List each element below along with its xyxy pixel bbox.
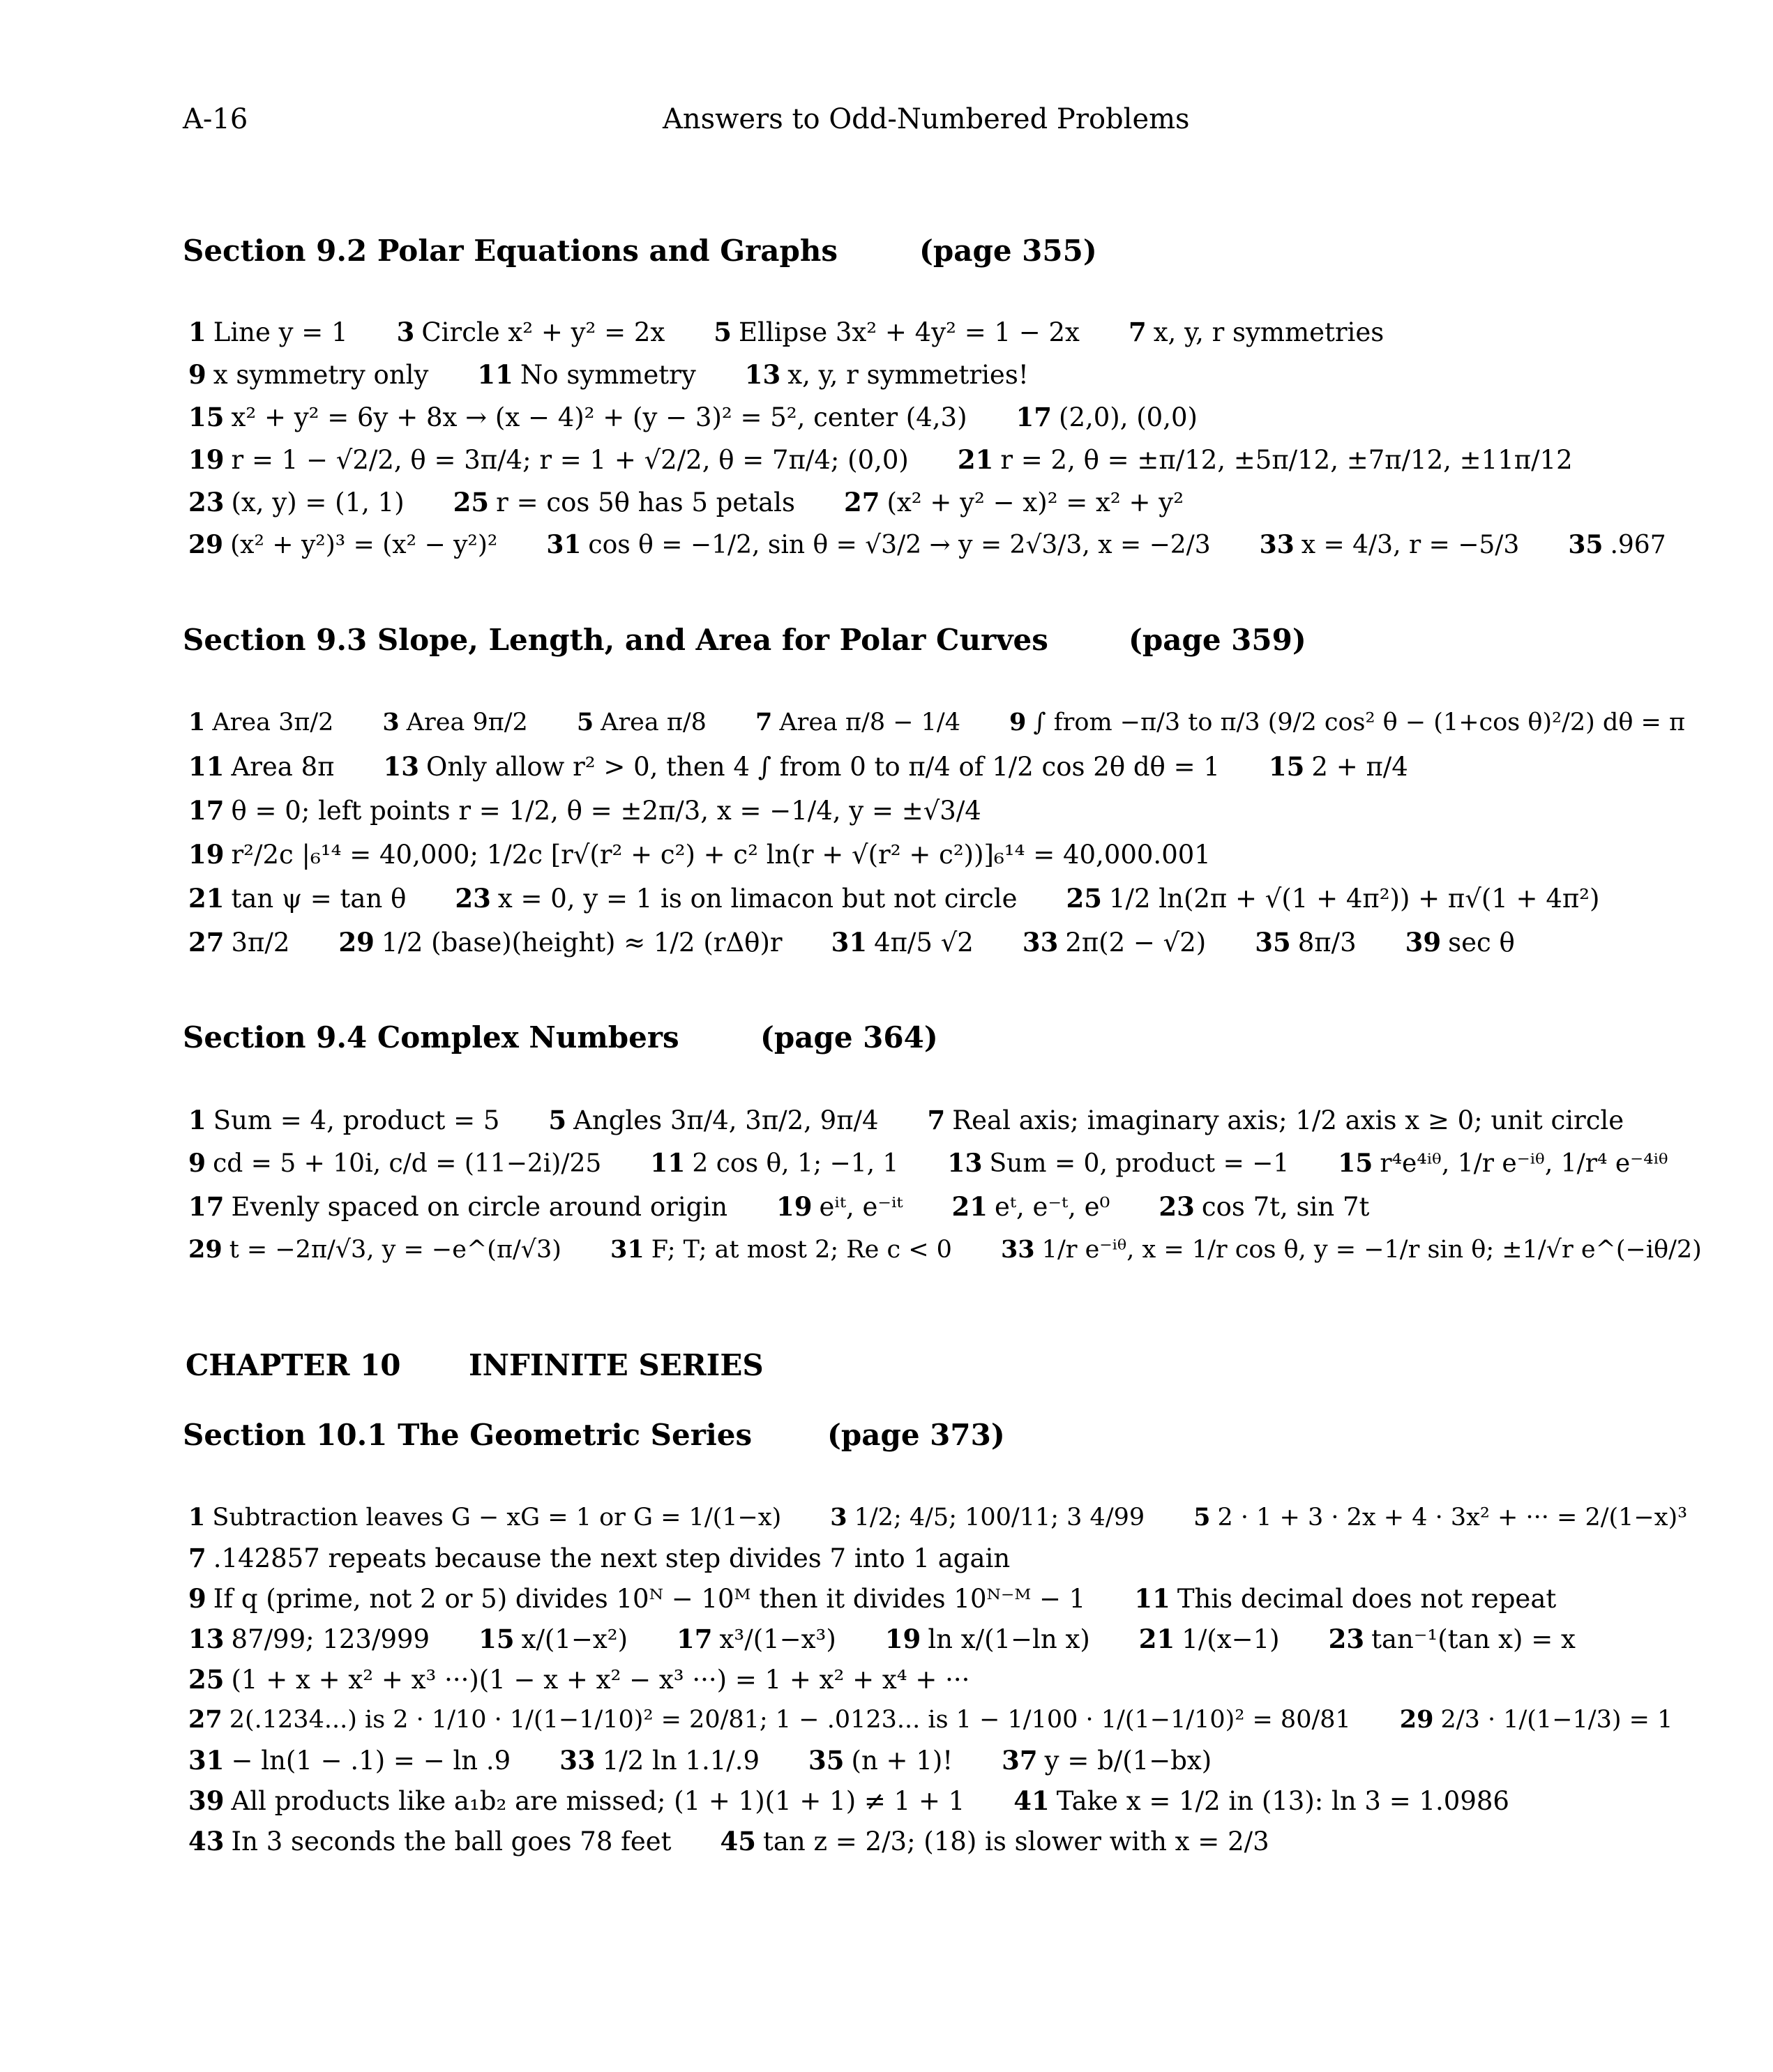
problem-number: 19 [188,839,225,870]
answer-text: eⁱᵗ, e⁻ⁱᵗ [819,1192,903,1222]
problem-number: 31 [831,927,868,958]
answer-text: r = 1 − √2/2, θ = 3π/4; r = 1 + √2/2, θ = 7π/4; (0,0) [231,445,909,475]
problem-number: 31 [188,1745,225,1776]
problem-number: 3 [830,1503,847,1532]
answer-item [188,795,981,826]
answer-item [1260,532,1520,558]
answer-item [188,487,405,517]
problem-number: 15 [1268,751,1305,782]
answer-item [610,1237,952,1262]
answer-text: 8π/3 [1297,928,1357,958]
answer-text: t = −2π/√3, y = −e^(π/√3) [229,1236,561,1264]
answer-text: r = 2, θ = ±π/12, ±5π/12, ±7π/12, ±11π/12 [1000,445,1573,475]
problem-number: 11 [1134,1583,1170,1614]
answer-line [188,1505,1736,1530]
problem-number: 11 [477,359,513,390]
problem-number: 17 [677,1624,713,1654]
answer-text: Circle x² + y² = 2x [421,317,665,347]
answer-item [382,710,527,735]
problem-number: 29 [188,1235,222,1264]
answer-line [188,1237,1751,1262]
problem-number: 9 [188,1149,206,1178]
chapter-label: CHAPTER 10 [186,1348,401,1382]
answer-text: .967 [1610,531,1666,559]
answer-line [188,1191,1418,1222]
answer-item [546,532,1210,558]
answer-item [188,1745,511,1776]
answer-text: ∫ from −π/3 to π/3 (9/2 cos² θ − (1+cos θ)²/2) dθ = π [1033,709,1685,736]
problem-number: 7 [188,1543,206,1573]
answer-line [188,751,1457,782]
answer-item [477,359,696,390]
answer-item [188,1826,672,1857]
answer-line [188,1707,1721,1732]
answer-item [951,1191,1110,1222]
answer-line [188,1785,1558,1816]
answer-item [188,1237,561,1262]
problem-number: 19 [884,1624,921,1654]
answer-item [843,487,1184,517]
answer-line [188,927,1564,958]
answer-text: Line y = 1 [213,317,348,347]
answer-text: 1/r e⁻ⁱᶿ, x = 1/r cos θ, y = −1/r sin θ; ±1/√r e^(−iθ/2) [1041,1236,1702,1264]
problem-number: 33 [1000,1235,1035,1264]
answer-text: tan ψ = tan θ [231,884,407,914]
problem-number: 5 [548,1105,567,1135]
answer-item [1022,927,1207,958]
answer-item [188,839,1211,870]
answer-line [188,883,1648,914]
problem-number: 15 [478,1624,515,1654]
answer-text: Real axis; imaginary axis; 1/2 axis x ≥ 0; unit circle [952,1105,1624,1135]
answer-item [714,319,1080,345]
answer-text: r⁴e⁴ⁱᶿ, 1/r e⁻ⁱᶿ, 1/r⁴ e⁻⁴ⁱᶿ [1380,1149,1668,1178]
answer-item [188,1505,781,1530]
problem-number: 17 [188,1191,225,1222]
problem-number: 25 [1066,883,1102,914]
answer-item [577,710,707,735]
problem-number: 29 [188,530,224,559]
answer-line [188,795,1030,826]
answer-text: Area 3π/2 [212,709,334,736]
answer-item [1268,751,1408,782]
answer-text: − ln(1 − .1) = − ln .9 [231,1746,511,1776]
answer-text: x, y, r symmetries [1153,317,1385,347]
answer-item [720,1826,1269,1857]
answer-item [188,1151,601,1177]
answer-text: Ellipse 3x² + 4y² = 1 − 2x [739,317,1080,347]
answer-item [755,710,960,735]
answer-item [188,404,967,430]
answer-item [650,1151,898,1177]
answer-text: cd = 5 + 10i, c/d = (11−2i)/25 [213,1149,602,1178]
answer-text: Sum = 0, product = −1 [989,1149,1290,1178]
answer-item [1129,319,1384,345]
problem-number: 29 [338,927,375,958]
section-10-1-title: Section 10.1 The Geometric Series [183,1418,753,1452]
answer-text: tan⁻¹(tan x) = x [1371,1624,1576,1654]
problem-number: 17 [1016,402,1053,432]
answer-item [1400,1707,1673,1732]
problem-number: 9 [1009,708,1027,736]
answer-item [776,1191,903,1222]
problem-number: 13 [744,359,781,390]
answer-item [831,927,974,958]
answer-text: Area 8π [231,752,335,782]
answer-item [1159,1191,1370,1222]
answer-item [455,883,1018,914]
problem-number: 35 [808,1745,845,1776]
section-9-3-page: (page 359) [1129,623,1306,657]
answer-item [397,319,665,345]
answer-text: 1/2; 4/5; 100/11; 3 4/99 [854,1504,1145,1532]
problem-number: 23 [1159,1191,1195,1222]
answer-text: No symmetry [520,360,696,390]
problem-number: 13 [383,751,419,782]
answer-line [188,444,1622,475]
answer-item [1016,404,1198,430]
answer-text: Area π/8 [601,709,707,736]
answer-item [188,1545,1010,1571]
answer-item [744,359,1029,390]
answer-item [188,1626,430,1652]
answer-item [808,1745,953,1776]
problem-number: 23 [1328,1624,1365,1654]
answer-item [1013,1785,1509,1816]
answer-text: ln x/(1−ln x) [928,1624,1090,1654]
answer-item [188,1583,1086,1614]
problem-number: 27 [188,927,225,958]
answer-line [188,1151,1717,1177]
problem-number: 25 [453,487,490,517]
problem-number: 45 [720,1826,756,1857]
answer-line [188,1664,1018,1695]
problem-number: 21 [188,883,225,914]
answer-line [188,404,1246,430]
answer-item [928,1107,1624,1133]
answer-text: x = 0, y = 1 is on limacon but not circle [497,884,1018,914]
problem-number: 25 [188,1664,225,1695]
problem-number: 31 [610,1235,644,1264]
answer-item [188,751,335,782]
problem-number: 3 [396,317,415,347]
answer-item [1193,1505,1687,1530]
answer-item [188,927,290,958]
problem-number: 39 [1405,927,1442,958]
answer-text: 2 + π/4 [1311,752,1408,782]
answer-item [188,532,497,558]
chapter-title: INFINITE SERIES [469,1348,764,1382]
answer-text: Area 9π/2 [406,709,528,736]
problem-number: 33 [1259,530,1295,559]
answer-text: All products like a₁b₂ are missed; (1 + 1)(1 + 1) ≠ 1 + 1 [231,1786,965,1816]
answer-text: 2 cos θ, 1; −1, 1 [692,1149,899,1178]
answer-text: 2/3 · 1/(1−1/3) = 1 [1440,1706,1673,1734]
problem-number: 1 [188,1105,206,1135]
answer-text: 2π(2 − √2) [1065,928,1207,958]
answer-item [188,359,429,390]
answer-item [188,710,333,735]
answer-item [1001,1237,1702,1262]
answer-text: 1/2 (base)(height) ≈ 1/2 (rΔθ)r [381,928,783,958]
answer-item [885,1626,1090,1652]
answer-text: 1/(x−1) [1182,1624,1280,1654]
problem-number: 31 [546,530,582,559]
answer-text: 87/99; 123/999 [231,1624,430,1654]
problem-number: 1 [188,317,206,347]
problem-number: 5 [1193,1503,1211,1532]
answer-text: y = b/(1−bx) [1044,1746,1212,1776]
answer-item [1338,1151,1668,1177]
answer-line [188,1826,1318,1857]
answer-text: x = 4/3, r = −5/3 [1301,531,1520,559]
answer-text: .142857 repeats because the next step divides 7 into 1 again [213,1543,1011,1573]
problem-number: 27 [843,487,880,517]
answer-text: This decimal does not repeat [1177,1584,1557,1614]
answer-item [188,319,348,345]
answer-text: Angles 3π/4, 3π/2, 9π/4 [573,1105,879,1135]
problem-number: 7 [1128,317,1147,347]
answer-text: (1 + x + x² + x³ ···)(1 − x + x² − x³ ···) = 1 + x² + x⁴ + ··· [231,1665,970,1695]
answer-text: Evenly spaced on circle around origin [231,1192,728,1222]
answer-item [677,1626,836,1652]
answer-text: x³/(1−x³) [719,1624,836,1654]
answer-text: If q (prime, not 2 or 5) divides 10ᴺ − 10ᴹ then it divides 10ᴺ⁻ᴹ − 1 [213,1584,1086,1614]
running-title: Answers to Odd-Numbered Problems [663,103,1190,135]
answer-text: (n + 1)! [851,1746,953,1776]
answer-text: θ = 0; left points r = 1/2, θ = ±2π/3, x = −1/4, y = ±√3/4 [231,796,981,826]
problem-number: 9 [188,1583,206,1614]
problem-number: 13 [188,1624,225,1654]
answer-text: tan z = 2/3; (18) is slower with x = 2/3 [763,1827,1269,1857]
problem-number: 5 [576,708,594,736]
answer-line [188,839,1260,870]
problem-number: 43 [188,1826,225,1857]
problem-number: 7 [927,1105,946,1135]
problem-number: 23 [455,883,491,914]
answer-line [188,1107,1673,1133]
answer-text: (x² + y²)³ = (x² − y²)² [230,531,498,559]
answer-text: (x² + y² − x)² = x² + y² [886,487,1184,517]
answer-line [188,1745,1260,1776]
answer-item [1139,1626,1280,1652]
answer-text: r = cos 5θ has 5 petals [496,487,795,517]
answer-item [1405,927,1515,958]
answer-item [188,1707,1351,1732]
problem-number: 21 [951,1191,988,1222]
answer-line [188,1583,1605,1614]
answer-text: sec θ [1448,928,1515,958]
answer-text: Only allow r² > 0, then 4 ∫ from 0 to π/4 of 1/2 cos 2θ dθ = 1 [425,752,1220,782]
problem-number: 41 [1013,1785,1050,1816]
answer-text: F; T; at most 2; Re c < 0 [651,1236,952,1264]
problem-number: 7 [755,708,773,736]
answer-item [1329,1626,1576,1652]
problem-number: 35 [1568,530,1604,559]
answer-item [559,1745,760,1776]
answer-item [478,1626,628,1652]
answer-line [188,1626,1624,1652]
answer-item [188,1191,728,1222]
problem-number: 13 [947,1149,983,1178]
answer-item [947,1151,1289,1177]
problem-number: 3 [382,708,400,736]
answer-item [830,1505,1145,1530]
answer-text: Area π/8 − 1/4 [779,709,960,736]
problem-number: 15 [1338,1149,1373,1178]
problem-number: 23 [188,487,225,517]
answer-item [957,444,1573,475]
problem-number: 11 [650,1149,686,1178]
answer-item [188,1785,965,1816]
answer-text: x symmetry only [213,360,429,390]
problem-number: 27 [188,1705,222,1734]
problem-number: 5 [714,317,732,347]
answer-text: cos θ = −1/2, sin θ = √3/2 → y = 2√3/3, x = −2/3 [588,531,1211,559]
answer-item [1066,883,1600,914]
section-9-4-page: (page 364) [760,1020,938,1054]
answer-item [453,487,795,517]
section-9-4-title: Section 9.4 Complex Numbers [183,1020,679,1054]
answer-line [188,710,1734,735]
section-9-3-title: Section 9.3 Slope, Length, and Area for Polar Curves [183,623,1048,657]
answer-text: Subtraction leaves G − xG = 1 or G = 1/(1−x) [212,1504,782,1532]
answer-item [1009,710,1685,735]
answer-text: 3π/2 [231,928,290,958]
answer-item [188,1107,499,1133]
answer-item [1002,1745,1212,1776]
section-9-2-page: (page 355) [919,234,1097,268]
problem-number: 21 [1138,1624,1175,1654]
answer-item [1134,1583,1557,1614]
answer-item [338,927,783,958]
answer-text: Sum = 4, product = 5 [213,1105,500,1135]
answer-line [188,1545,1059,1571]
answer-text: In 3 seconds the ball goes 78 feet [231,1827,672,1857]
answer-text: x² + y² = 6y + 8x → (x − 4)² + (y − 3)² = 5², center (4,3) [231,402,967,432]
answer-text: 1/2 ln 1.1/.9 [602,1746,760,1776]
problem-number: 39 [188,1785,225,1816]
problem-number: 19 [776,1191,813,1222]
answer-line [188,487,1232,517]
answer-item [188,444,909,475]
answer-text: 1/2 ln(2π + √(1 + 4π²)) + π√(1 + 4π²) [1108,884,1600,914]
answer-text: 4π/5 √2 [874,928,974,958]
answer-line [188,532,1715,558]
answer-item [1255,927,1357,958]
answer-line [188,319,1433,345]
problem-number: 33 [1022,927,1059,958]
answer-item [188,1664,970,1695]
answer-item [548,1107,878,1133]
answer-text: 2 · 1 + 3 · 2x + 4 · 3x² + ··· = 2/(1−x)³ [1217,1504,1688,1532]
problem-number: 11 [188,751,225,782]
section-10-1-page: (page 373) [827,1418,1005,1452]
answer-text: (x, y) = (1, 1) [231,487,405,517]
answer-text: 2(.1234...) is 2 · 1/10 · 1/(1−1/10)² = 20/81; 1 − .0123... is 1 − 1/100 · 1/(1−1/10)² = 80/81 [229,1706,1351,1734]
problem-number: 37 [1002,1745,1038,1776]
answer-item [1568,532,1666,558]
answer-text: r²/2c |₆¹⁴ = 40,000; 1/2c [r√(r² + c²) + c² ln(r + √(r² + c²))]₆¹⁴ = 40,000.001 [231,840,1211,870]
answer-text: eᵗ, e⁻ᵗ, e⁰ [995,1192,1110,1222]
problem-number: 21 [957,444,994,475]
answer-text: (2,0), (0,0) [1059,402,1198,432]
problem-number: 29 [1399,1705,1434,1734]
answer-text: x, y, r symmetries! [787,360,1029,390]
problem-number: 19 [188,444,225,475]
answer-text: x/(1−x²) [521,1624,628,1654]
problem-number: 15 [188,402,225,432]
answer-text: cos 7t, sin 7t [1201,1192,1370,1222]
problem-number: 9 [188,359,206,390]
problem-number: 1 [188,708,206,736]
section-9-2-title: Section 9.2 Polar Equations and Graphs [183,234,838,268]
answer-item [188,883,407,914]
problem-number: 35 [1255,927,1291,958]
problem-number: 33 [559,1745,596,1776]
answer-text: Take x = 1/2 in (13): ln 3 = 1.0986 [1056,1786,1509,1816]
problem-number: 17 [188,795,225,826]
problem-number: 1 [188,1503,206,1532]
answer-line [188,359,1078,390]
page-number: A-16 [183,103,248,135]
answer-item [383,751,1220,782]
